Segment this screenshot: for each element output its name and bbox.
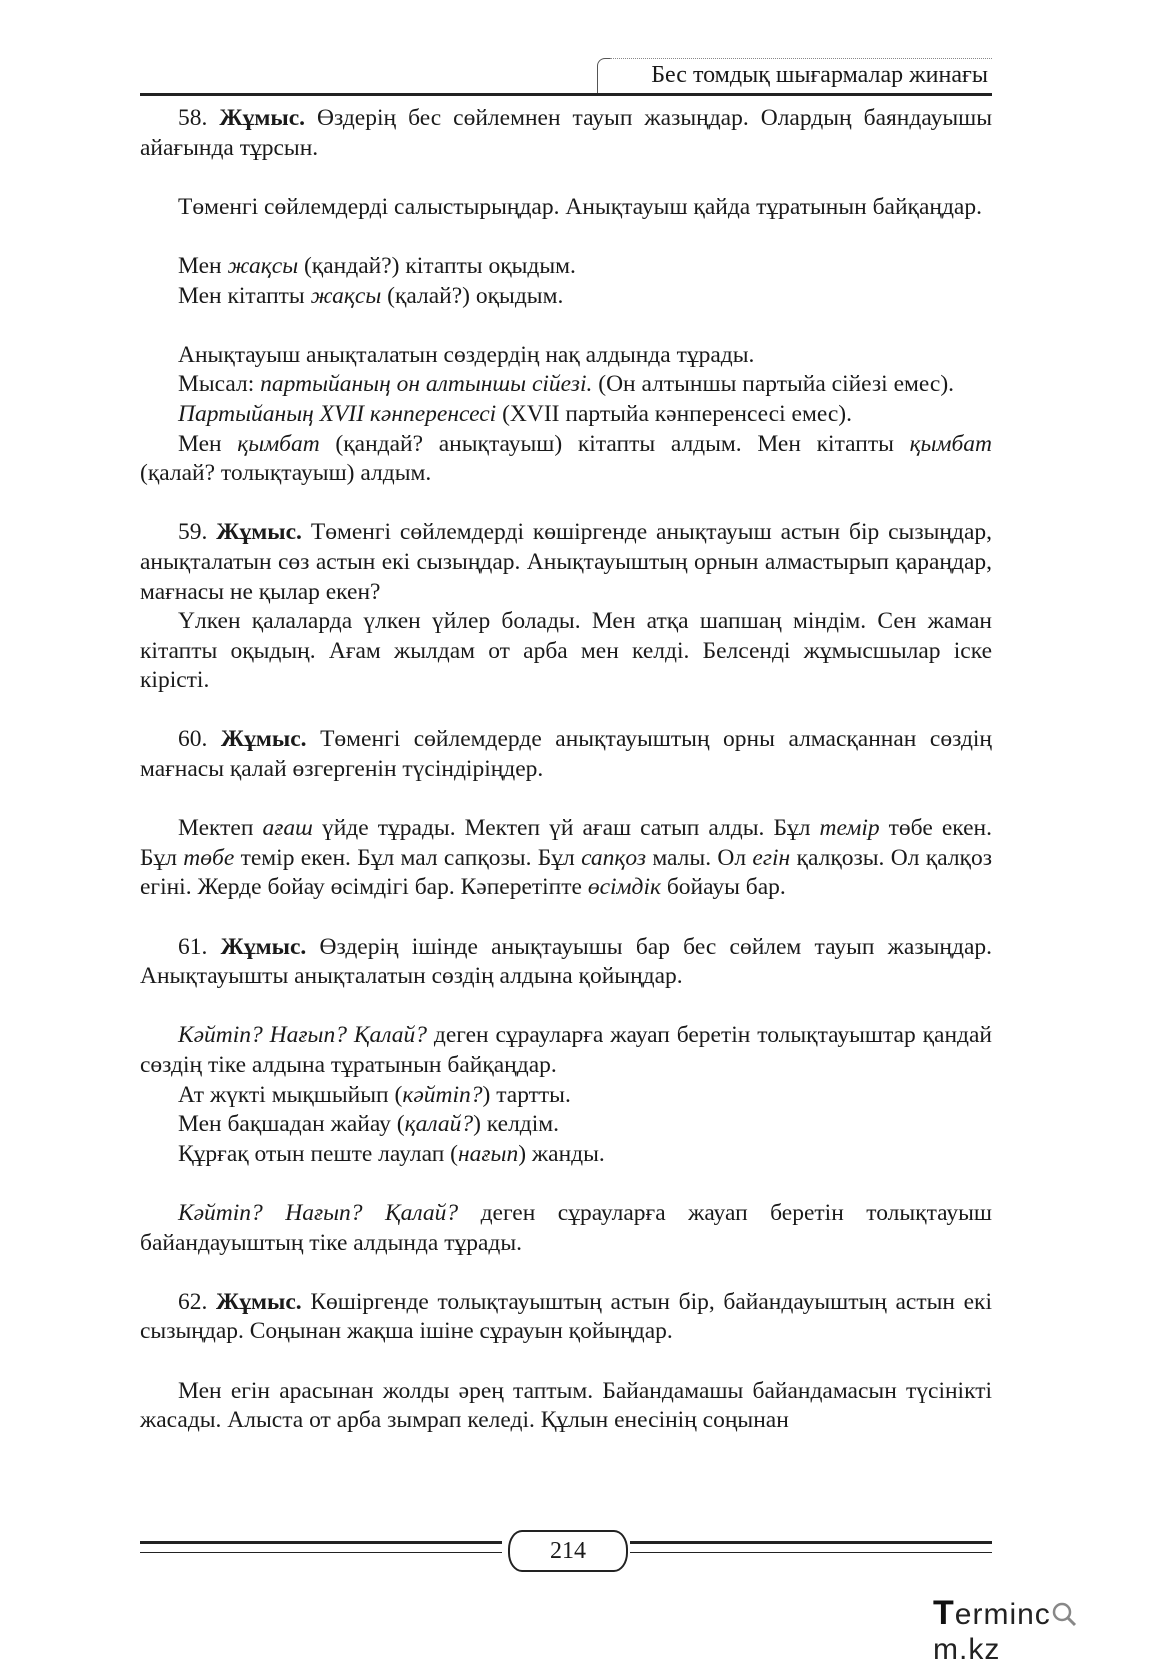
paragraph: Мен қымбат (қандай? анықтауыш) кітапты алдым. Мен кітапты қымбат (қалай? толықтауыш) алдым.: [140, 430, 993, 487]
paragraph: Мен егін арасынан жолды әрең таптым. Байандамашы байандамасын түсінікті жасады. Алыста от арба зымрап келеді. Құлын енесінің соңынан: [140, 1377, 992, 1434]
exercise-59: 59. Жұмыс. Төменгі сөйлемдерді көшіргенде анықтауыш астын бір сызыңдар, анықталатын сөз астын екі сызыңдар. Анықтауыштың орнын алмастырып қараңдар, мағнасы не қылар екен?: [140, 519, 993, 605]
footer-rule-left: [140, 1541, 502, 1553]
paragraph: Мектеп ағаш үйде тұрады. Мектеп үй ағаш сатып алды. Бұл темір төбе екен. Бұл төбе темір екен. Бұл мал сапқозы. Бұл сапқоз малы. Ол егін қалқозы. Ол қалқоз егіні. Жерде бойау өсімдігі бар. Кәперетіпте өсімдік бойауы бар.: [140, 815, 993, 901]
paragraph: Партыйаның XVII кәнперенсесі (XVII партыйа кәнперенсесі емес).: [178, 400, 852, 427]
exercise-number: 58.: [178, 105, 220, 131]
exercise-60: 60. Жұмыс. Төменгі сөйлемдерде анықтауыштың орны алмасқаннан сөздің мағнасы қалай өзгергенін түсіндіріңдер.: [140, 726, 993, 783]
paragraph: Кәйтіп? Нағып? Қалай? деген сұрауларға жауап беретін толықтауыштар қандай сөздің тіке алдына тұратынын байқаңдар.: [140, 1022, 992, 1078]
watermark-first-letter: T: [933, 1594, 955, 1632]
paragraph: Анықтауыш анықталатын сөздердің нақ алдында тұрады.: [178, 341, 755, 368]
paragraph: Төменгі сөйлемдерді салыстырыңдар. Анықтауыш қайда тұратынын байқаңдар.: [178, 193, 982, 220]
page-footer: [140, 1530, 992, 1570]
page-body: [140, 104, 992, 1436]
exercise-61: 61. Жұмыс. Өздерің ішінде анықтауышы бар бес сөйлем тауып жазыңдар. Анықтауышты анықталатын сөздің алдына қойыңдар.: [140, 933, 992, 990]
watermark-domain: m.kz: [933, 1633, 1001, 1666]
header-dotted-line: [610, 58, 992, 59]
exercise-label: Жұмыс.: [219, 105, 306, 131]
running-header: [140, 52, 992, 96]
paragraph: Үлкен қалаларда үлкен үйлер болады. Мен атқа шапшаң міндім. Сен жаман кітапты оқыдың. Ағам жылдам от арба мен келді. Белсенді жұмысшылар іске кірісті.: [140, 608, 992, 694]
header-rule: [140, 93, 992, 96]
example-line: Мен жақсы (қандай?) кітапты оқыдым.: [178, 252, 576, 279]
watermark-text: erminc: [954, 1598, 1051, 1631]
page-number: 214: [508, 1530, 628, 1572]
exercise-62: 62. Жұмыс. Көшіргенде толықтауыштың астын бір, байандауыштың астын екі сызыңдар. Соңынан жақша ішіне сұрауын қойыңдар.: [140, 1288, 992, 1345]
paragraph: Мысал: партыйаның он алтыншы сійезі. (Он алтыншы партыйа сійезі емес).: [178, 371, 955, 398]
exercise-58: [140, 104, 992, 163]
header-tab-mark: [597, 58, 612, 93]
footer-rule-right: [630, 1541, 992, 1553]
example-line: Мен кітапты жақсы (қалай?) оқыдым.: [178, 282, 564, 309]
example-line: Құрғақ отын пеште лаулап (нағып) жанды.: [178, 1140, 605, 1167]
header-title: Бес томдық шығармалар жинағы: [651, 62, 988, 88]
exercise-text: Өздерің бес сөйлемнен тауып жазыңдар. Олардың баяндауышы айағында тұрсын.: [140, 105, 992, 161]
watermark-logo: [923, 1588, 1128, 1666]
paragraph: Кәйтіп? Нағып? Қалай? деген сұрауларға жауап беретін толықтауыш байандауыштың тіке алдында тұрады.: [140, 1199, 992, 1256]
example-line: Мен бақшадан жайау (қалай?) келдім.: [178, 1111, 560, 1138]
magnifier-icon: [1051, 1601, 1077, 1627]
example-line: Ат жүкті мықшыйып (кәйтіп?) тартты.: [178, 1081, 571, 1108]
